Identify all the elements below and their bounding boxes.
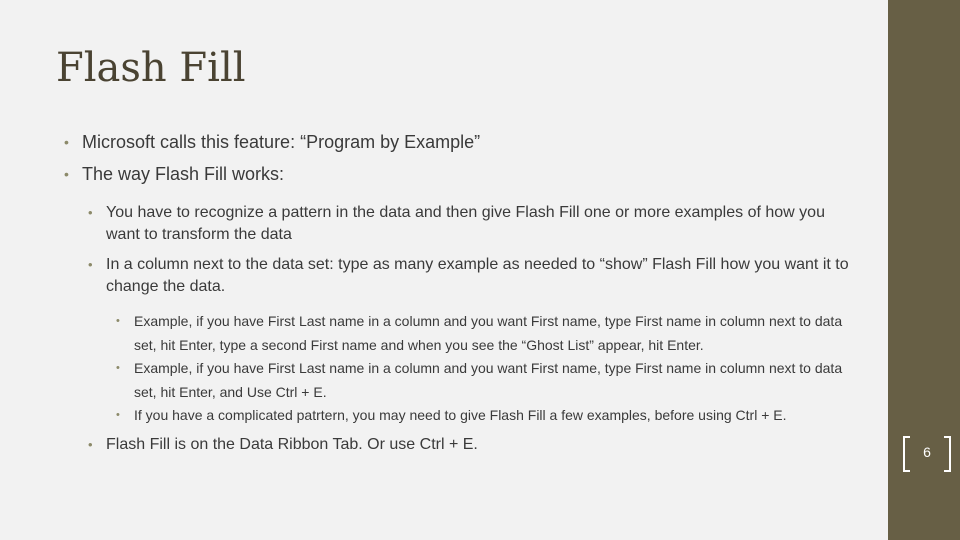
sub-sub-bullet-list	[60, 310, 850, 428]
sub-bullet-list	[60, 202, 850, 298]
slide-title: Flash Fill	[56, 45, 246, 91]
bullet-icon: •	[88, 436, 93, 452]
bullet-text: You have to recognize a pattern in the data and then give Flash Fill one or more examples of how you want to transform the data	[106, 204, 825, 243]
sub-bullet-list	[60, 434, 850, 456]
bullet-text: Example, if you have First Last name in a column and you want First name, type First name in column next to data set, hit Enter, and Use Ctrl + E.	[134, 360, 843, 400]
bullet-icon: •	[88, 205, 93, 220]
sub-bullet-item	[60, 434, 850, 456]
sub-bullet-item	[60, 254, 850, 298]
sub-bullet-item	[60, 202, 850, 246]
sub-sub-bullet-item	[60, 404, 850, 428]
bullet-icon: •	[116, 409, 120, 421]
bullet-item	[60, 128, 850, 156]
bullet-icon: •	[116, 315, 120, 327]
sub-sub-bullet-item	[60, 357, 850, 404]
sub-sub-bullet-item	[60, 310, 850, 357]
bullet-text: Example, if you have First Last name in a column and you want First name, type First name in column next to data set, hit Enter, type a second First name and when you see the “Ghost List” appear, hit Enter.	[134, 313, 843, 353]
bullet-icon: •	[64, 166, 69, 182]
bullet-text: If you have a complicated patrtern, you may need to give Flash Fill a few examples, before using Ctrl + E.	[134, 407, 787, 423]
bullet-list	[60, 128, 850, 188]
bullet-item	[60, 160, 850, 188]
bullet-text: Microsoft calls this feature: “Program by Example”	[82, 132, 481, 152]
bullet-icon: •	[88, 257, 93, 272]
page-number-badge	[902, 436, 952, 472]
bullet-icon: •	[64, 134, 69, 150]
page-number: 6	[923, 444, 931, 460]
bullet-text: Flash Fill is on the Data Ribbon Tab. Or use Ctrl + E.	[106, 435, 478, 453]
bullet-text: In a column next to the data set: type as many example as needed to “show” Flash Fill how you want it to change the data.	[106, 256, 849, 295]
bullet-icon: •	[116, 362, 120, 374]
slide-body	[60, 128, 850, 456]
bullet-text: The way Flash Fill works:	[82, 164, 285, 184]
